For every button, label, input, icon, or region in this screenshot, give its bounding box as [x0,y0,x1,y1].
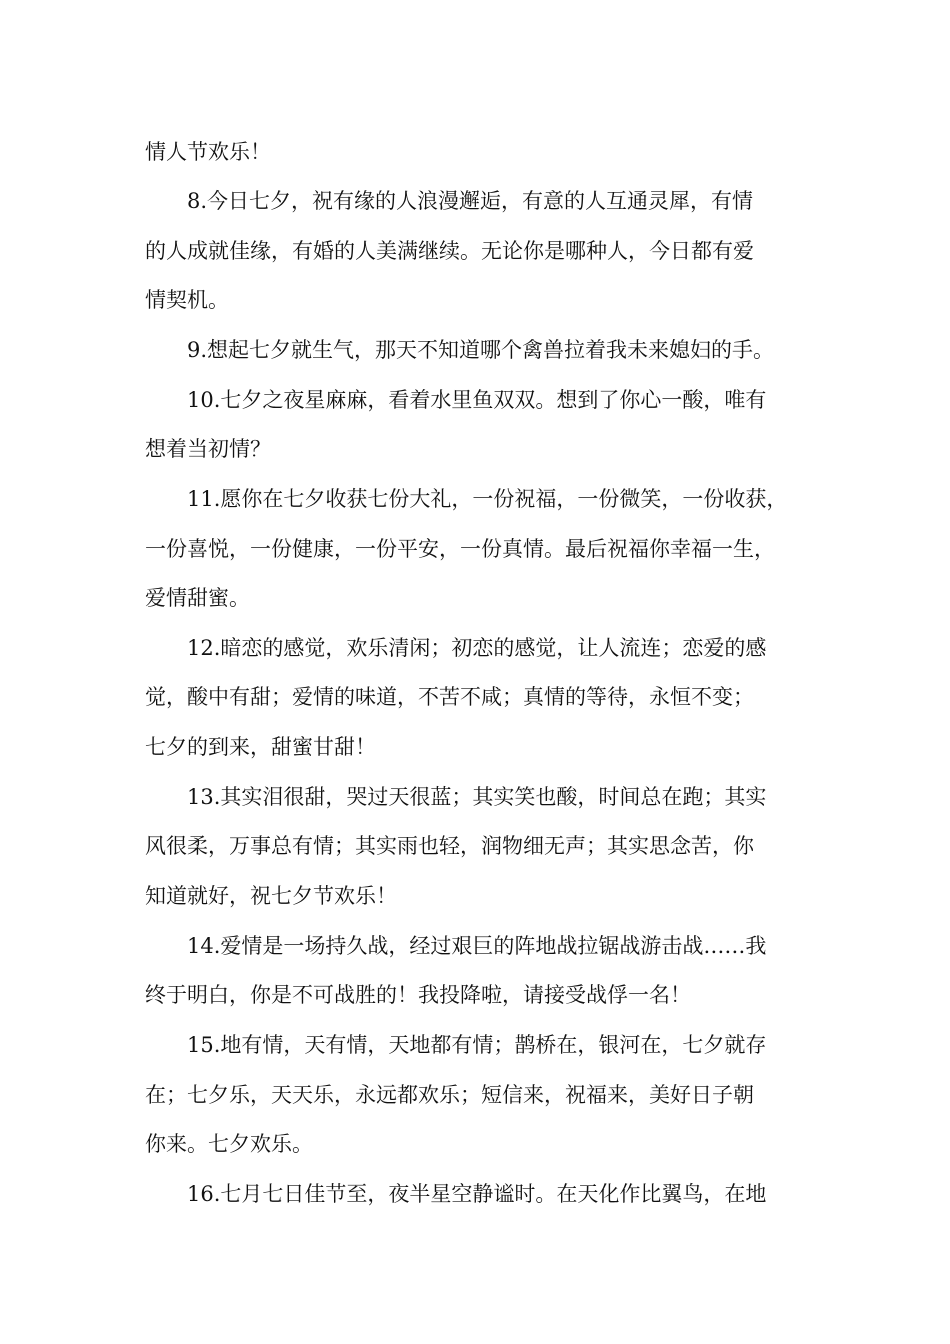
text-line: 情契机。 [145,288,229,312]
text-line: 11.愿你在七夕收获七份大礼，一份祝福，一份微笑，一份收获， [187,487,788,511]
text-line: 14.爱情是一场持久战，经过艰巨的阵地战拉锯战游击战……我 [187,934,767,958]
text-line: 10.七夕之夜星麻麻，看着水里鱼双双。想到了你心一酸，唯有 [187,388,767,412]
text-line: 15.地有情，天有情，天地都有情；鹊桥在，银河在，七夕就存 [187,1033,767,1057]
text-line: 风很柔，万事总有情；其实雨也轻，润物细无声；其实思念苦，你 [145,834,754,858]
text-line: 12.暗恋的感觉，欢乐清闲；初恋的感觉，让人流连；恋爱的感 [187,636,767,660]
text-line: 的人成就佳缘，有婚的人美满继续。无论你是哪种人，今日都有爱 [145,239,754,263]
text-line: 想着当初情？ [145,437,271,461]
text-line: 一份喜悦，一份健康，一份平安，一份真情。最后祝福你幸福一生， [145,537,775,561]
text-line: 爱情甜蜜。 [145,586,250,610]
text-line: 你来。七夕欢乐。 [145,1132,313,1156]
text-line: 终于明白，你是不可战胜的！我投降啦，请接受战俘一名！ [145,983,691,1007]
text-line: 在；七夕乐，天天乐，永远都欢乐；短信来，祝福来，美好日子朝 [145,1083,754,1107]
text-line: 七夕的到来，甜蜜甘甜！ [145,735,376,759]
text-line: 觉，酸中有甜；爱情的味道，不苦不咸；真情的等待，永恒不变； [145,685,754,709]
text-line: 9.想起七夕就生气，那天不知道哪个禽兽拉着我未来媳妇的手。 [187,338,775,362]
text-line: 16.七月七日佳节至，夜半星空静谧时。在天化作比翼鸟，在地 [187,1182,767,1206]
text-line: 知道就好，祝七夕节欢乐！ [145,884,397,908]
text-line: 13.其实泪很甜，哭过天很蓝；其实笑也酸，时间总在跑；其实 [187,785,767,809]
text-line: 情人节欢乐！ [145,140,271,164]
text-line: 8.今日七夕，祝有缘的人浪漫邂逅，有意的人互通灵犀，有情 [187,189,754,213]
